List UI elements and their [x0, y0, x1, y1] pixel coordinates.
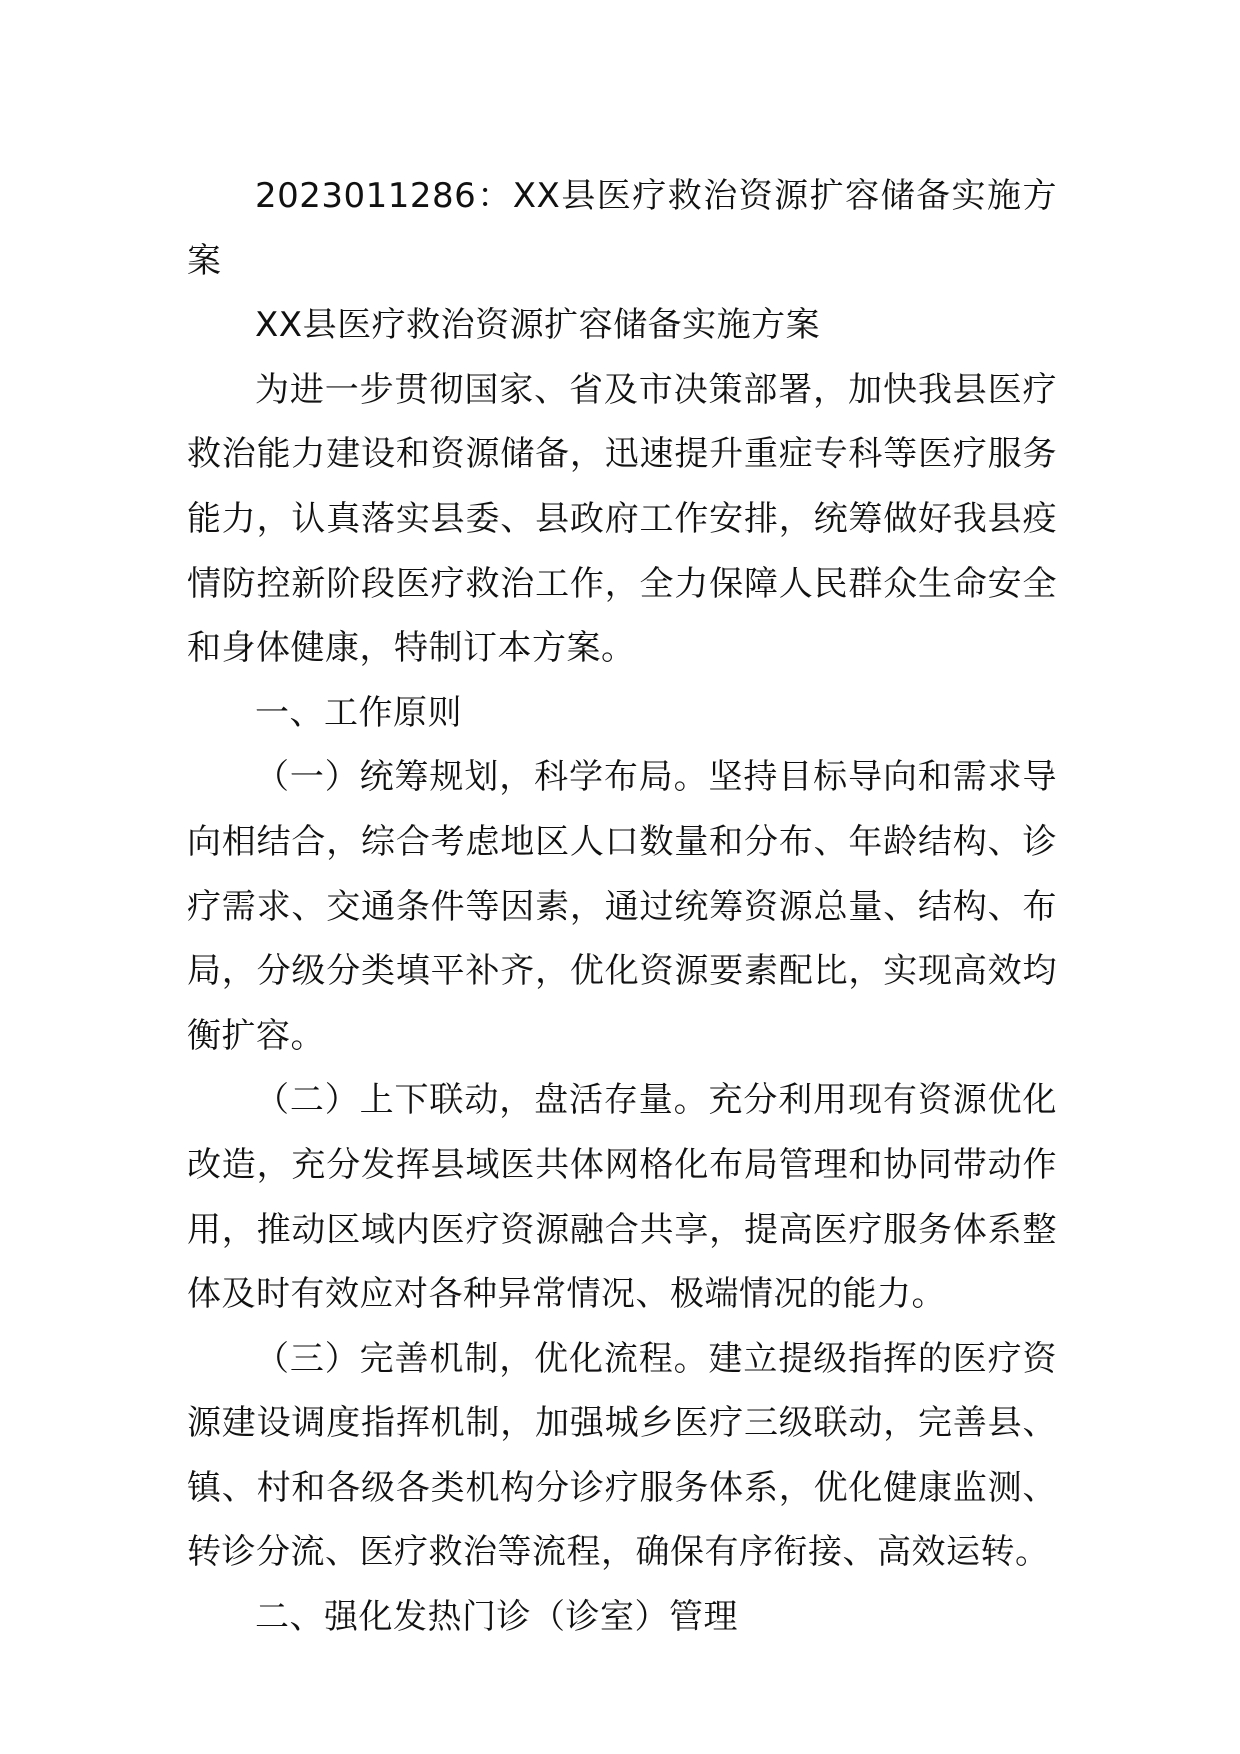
document-title: 2023011286：XX县医疗救治资源扩容储备实施方案: [187, 176, 1057, 281]
section-heading-2: 二、强化发热门诊（诊室）管理: [255, 1597, 738, 1638]
principle-paragraph-2: （二）上下联动，盘活存量。充分利用现有资源优化改造，充分发挥县域医共体网格化布局管理和协同带动作用，推动区域内医疗资源融合共享，提高医疗服务体系整体及时有效应对各种异常情况、极端情况的能力。: [187, 1080, 1057, 1315]
document-page: [187, 164, 1057, 1650]
section-heading-1: 一、工作原则: [255, 692, 462, 733]
principle-paragraph-1: （一）统筹规划，科学布局。坚持目标导向和需求导向相结合，综合考虑地区人口数量和分布、年龄结构、诊疗需求、交通条件等因素，通过统筹资源总量、结构、布局，分级分类填平补齐，优化资源要素配比，实现高效均衡扩容。: [187, 757, 1057, 1056]
main-title: XX县医疗救治资源扩容储备实施方案: [255, 305, 821, 346]
principle-paragraph-3: （三）完善机制，优化流程。建立提级指挥的医疗资源建设调度指挥机制，加强城乡医疗三级联动，完善县、镇、村和各级各类机构分诊疗服务体系，优化健康监测、转诊分流、医疗救治等流程，确保有序衔接、高效运转。: [187, 1338, 1057, 1573]
intro-paragraph: 为进一步贯彻国家、省及市决策部署，加快我县医疗救治能力建设和资源储备，迅速提升重症专科等医疗服务能力，认真落实县委、县政府工作安排，统筹做好我县疫情防控新阶段医疗救治工作，全力保障人民群众生命安全和身体健康，特制订本方案。: [187, 369, 1057, 669]
